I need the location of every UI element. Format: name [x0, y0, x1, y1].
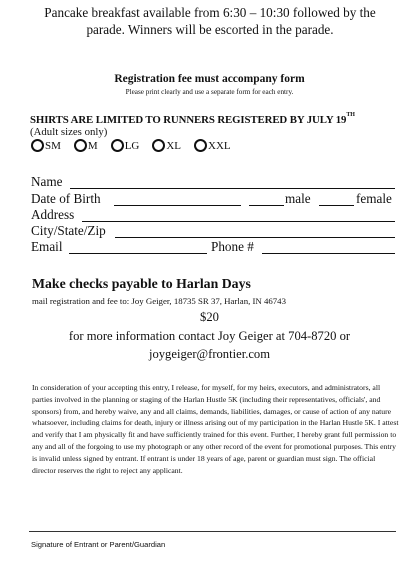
- phone-field[interactable]: [262, 253, 395, 254]
- email-field[interactable]: [69, 253, 207, 254]
- size-label: XXL: [208, 139, 231, 152]
- size-label: SM: [45, 139, 61, 152]
- intro-line-2: parade. Winners will be escorted in the parade.: [86, 22, 334, 37]
- shirt-size-options: [31, 139, 231, 152]
- city-state-zip-label: City/State/Zip: [31, 223, 106, 238]
- radio-circle-icon[interactable]: [152, 139, 165, 152]
- city-state-zip-field[interactable]: [115, 237, 395, 238]
- email-label: Email: [31, 239, 63, 254]
- size-label: XL: [166, 139, 182, 152]
- size-label: M: [87, 139, 98, 152]
- radio-circle-icon[interactable]: [31, 139, 44, 152]
- dob-field[interactable]: [114, 205, 241, 206]
- waiver-text: In consideration of your accepting this entry, I release, for myself, for my heirs, executors, and administrators, all parties involved in the planning or staging of the Harlan Hustle 5K (including their representatives, officials', and sponsors) from, and hereby waive, any and all claims, demands, liabilities, damages, or cause of action of any nature whatsoever, including claims for death, injury or illness arising out of my participation in the Harlan Hustle 5K. I attest and verify that I am physically fit and have sufficiently trained for this event. Further, I hereby grant full permission to any and all of the forgoing to use my photograph or any other record of the event for promotional purposes. This entry is invalid unless signed by entrant. If entrant is under 18 years of age, parent or guardian must sign. The official director reserves the right to reject any applicant.: [32, 383, 399, 475]
- address-field[interactable]: [82, 221, 395, 222]
- radio-circle-icon[interactable]: [194, 139, 207, 152]
- shirt-notice-main: SHIRTS ARE LIMITED TO RUNNERS REGISTERED BY JULY 19: [30, 114, 347, 126]
- size-option-sm[interactable]: [31, 139, 61, 152]
- size-option-m[interactable]: [74, 139, 98, 152]
- size-label: LG: [124, 139, 140, 152]
- intro-line-1: Pancake breakfast available from 6:30 – 10:30 followed by the: [44, 5, 376, 20]
- radio-circle-icon[interactable]: [111, 139, 124, 152]
- intro-text: [10, 4, 410, 38]
- address-label: Address: [31, 207, 75, 222]
- size-option-xxl[interactable]: [194, 139, 231, 152]
- signature-label: Signature of Entrant or Parent/Guardian: [31, 540, 166, 549]
- contact-line-1: for more information contact Joy Geiger at 704-8720 or: [68, 329, 351, 343]
- adult-sizes-note: (Adult sizes only): [30, 126, 108, 138]
- fee-amount: $20: [200, 310, 219, 324]
- name-label: Name: [31, 174, 63, 189]
- registration-subheading: Please print clearly and use a separate form for each entry.: [125, 88, 294, 96]
- checks-payable-heading: Make checks payable to Harlan Days: [32, 276, 251, 291]
- female-label: female: [356, 191, 392, 206]
- name-field[interactable]: [70, 188, 395, 189]
- shirt-notice-suffix: TH: [346, 112, 355, 118]
- female-checkbox-line[interactable]: [319, 205, 354, 206]
- dob-label: Date of Birth: [31, 191, 101, 206]
- registration-heading: Registration fee must accompany form: [114, 73, 305, 85]
- size-option-xl[interactable]: [152, 139, 181, 152]
- radio-circle-icon[interactable]: [74, 139, 87, 152]
- phone-label: Phone #: [211, 239, 254, 254]
- male-label: male: [285, 191, 311, 206]
- contact-info: [0, 327, 419, 363]
- male-checkbox-line[interactable]: [249, 205, 284, 206]
- contact-email: joygeiger@frontier.com: [148, 347, 271, 361]
- size-option-lg[interactable]: [111, 139, 140, 152]
- signature-field[interactable]: [29, 531, 396, 532]
- mail-address: mail registration and fee to: Joy Geiger, 18735 SR 37, Harlan, IN 46743: [32, 296, 286, 306]
- shirt-notice: [30, 114, 355, 126]
